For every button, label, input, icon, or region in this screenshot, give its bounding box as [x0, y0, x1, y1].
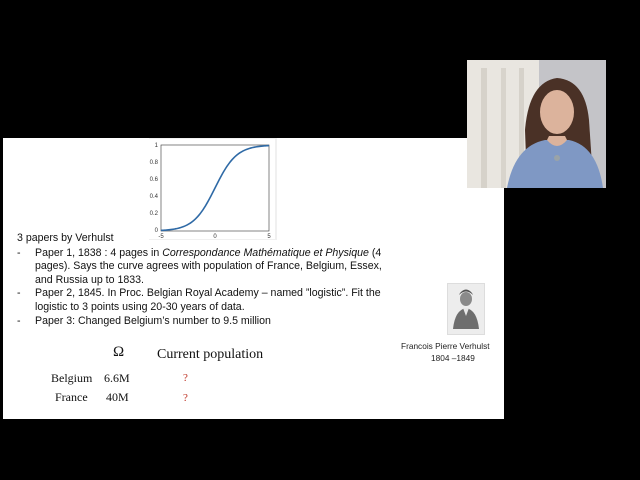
y-tick-label: 0.6 — [149, 177, 158, 183]
slide — [3, 138, 504, 419]
slide-body — [17, 232, 387, 328]
slide-heading: 3 papers by Verhulst — [17, 232, 114, 244]
country-label: Belgium — [51, 371, 93, 385]
country-label: France — [55, 390, 88, 404]
journal-title: Correspondance Mathématique et Physique — [162, 246, 369, 259]
portrait-caption-name: Francois Pierre Verhulst — [401, 341, 490, 351]
omega-value: 6.6M — [104, 371, 130, 385]
logistic-curve-plot — [149, 139, 275, 239]
y-tick-label: 0.8 — [149, 160, 158, 166]
presenter-webcam-video — [467, 60, 606, 188]
y-tick-label: 1 — [154, 143, 158, 149]
y-tick-label: 0.2 — [149, 211, 158, 217]
bullet-text: Paper 2, 1845. In Proc. Belgian Royal Academy – named ”logistic”. Fit the logistic to 3 points using 20-30 years of data. — [35, 287, 381, 313]
bullet-dash: - — [17, 287, 21, 300]
bullet-dash: - — [17, 246, 21, 259]
bullet-paper-3 — [17, 315, 387, 329]
verhulst-portrait — [447, 283, 485, 335]
x-tick-label: 5 — [267, 234, 271, 239]
y-tick-label: 0 — [154, 228, 158, 234]
bullet-dash: - — [17, 314, 21, 327]
bullet-text: Paper 3: Changed Belgium’s number to 9.5 million — [35, 314, 271, 327]
omega-header: Ω — [113, 344, 125, 360]
unknown-value: ? — [183, 392, 188, 404]
portrait-caption-years: 1804 –1849 — [431, 353, 475, 363]
bullet-paper-2 — [17, 287, 387, 314]
bullet-paper-1 — [17, 247, 387, 288]
bullet-list — [17, 247, 387, 329]
unknown-value: ? — [183, 372, 188, 384]
bullet-text: (4 pages). Says the curve agrees with population of France, Belgium, Essex, and Russia up to 1833. — [35, 246, 382, 286]
omega-value: 40M — [106, 390, 129, 404]
face — [540, 90, 574, 134]
x-tick-label: 0 — [213, 234, 217, 239]
y-tick-label: 0.4 — [149, 194, 158, 200]
x-tick-label: -5 — [158, 234, 164, 239]
current-population-header: Current population — [157, 347, 264, 362]
bullet-text: Paper 1, 1838 : 4 pages in — [35, 246, 163, 259]
